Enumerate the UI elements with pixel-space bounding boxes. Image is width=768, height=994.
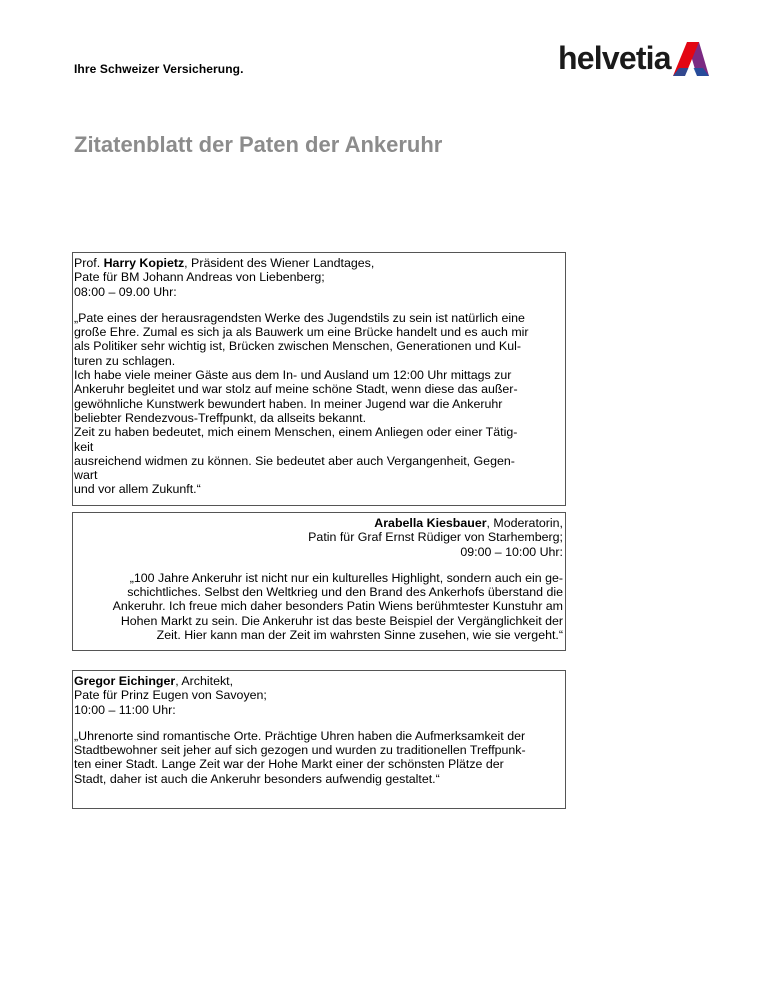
quote-box-kiesbauer <box>72 512 566 651</box>
patron-name: Arabella Kiesbauer <box>374 516 487 530</box>
time-line: 10:00 – 11:00 Uhr: <box>74 702 176 717</box>
quote-box-eichinger <box>72 670 566 809</box>
patron-line <box>74 516 563 530</box>
quote-line: Zeit. Hier kann man der Zeit im wahrsten Sinne zusehen, wie sie vergeht.“ <box>156 628 563 643</box>
quote-line: „Pate eines der herausragendsten Werke des Jugendstils zu sein ist natürlich eine <box>74 310 525 325</box>
quote-line: als Politiker sehr wichtig ist, Brücken zwischen Menschen, Generationen und Kul- <box>74 339 521 354</box>
quote-line: Hohen Markt zu sein. Die Ankeruhr ist das beste Beispiel der Vergänglichkeit der <box>120 613 563 628</box>
pate-line: Pate für Prinz Eugen von Savoyen; <box>74 688 267 703</box>
quote-line: Ich habe viele meiner Gäste aus dem In- und Ausland um 12:00 Uhr mittags zur <box>74 368 512 383</box>
quote-line: keit <box>74 439 94 454</box>
logo-triangle-icon <box>673 42 709 76</box>
quote-line: gewöhnliche Kunstwerk bewundert haben. In meiner Jugend war die Ankeruhr <box>74 396 503 411</box>
pate-line: Patin für Graf Ernst Rüdiger von Starhemberg; <box>308 530 563 545</box>
quote-line: Ankeruhr. Ich freue mich daher besonders Patin Wiens berühmtester Kunstuhr am <box>112 599 563 614</box>
quote-line: Stadt, daher ist auch die Ankeruhr besonders aufwendig gestaltet.“ <box>74 771 440 786</box>
quote-text <box>74 311 565 497</box>
quote-line: und vor allem Zukunft.“ <box>74 482 201 497</box>
quote-line: ten einer Stadt. Lange Zeit war der Hohe Markt einer der schönsten Plätze der <box>74 757 504 772</box>
quote-text <box>74 729 565 800</box>
logo-wordmark: helvetia <box>558 40 671 76</box>
tagline: Ihre Schweizer Versicherung. <box>74 62 244 76</box>
quote-line: schichtliches. Selbst den Weltkrieg und den Brand des Ankerhofs überstand die <box>127 585 563 600</box>
patron-role: , Architekt, <box>175 674 234 688</box>
patron-line <box>74 256 565 270</box>
pate-line: Pate für BM Johann Andreas von Liebenberg; <box>74 270 325 285</box>
quote-line: „Uhrenorte sind romantische Orte. Prächtige Uhren haben die Aufmerksamkeit der <box>74 728 526 743</box>
quote-line: beliebter Rendezvous-Treffpunkt, da allseits bekannt. <box>74 410 367 425</box>
patron-line <box>74 674 565 688</box>
quote-line: Ankeruhr begleitet und war stolz auf meine schöne Stadt, wenn diese das außer- <box>74 382 518 397</box>
patron-role: , Präsident des Wiener Landtages, <box>184 256 375 270</box>
time-line: 09:00 – 10:00 Uhr: <box>460 544 563 559</box>
quote-line: ausreichend widmen zu können. Sie bedeutet aber auch Vergangenheit, Gegen- <box>74 453 515 468</box>
document-title: Zitatenblatt der Paten der Ankeruhr <box>74 132 443 157</box>
quote-line: wart <box>74 468 98 483</box>
quote-line: Stadtbewohner seit jeher auf sich gezogen und wurden zu traditionellen Treffpunk- <box>74 743 526 758</box>
quote-text <box>74 571 563 642</box>
quote-line: „100 Jahre Ankeruhr ist nicht nur ein kulturelles Highlight, sondern auch ein ge- <box>129 570 563 585</box>
patron-name: Gregor Eichinger <box>74 674 176 688</box>
patron-role: , Moderatorin, <box>486 516 563 530</box>
quote-line: turen zu schlagen. <box>74 353 176 368</box>
name-prefix: Prof. <box>74 256 104 270</box>
patron-name: Harry Kopietz <box>103 256 185 270</box>
quote-line: Zeit zu haben bedeutet, mich einem Menschen, einem Anliegen oder einer Tätig- <box>74 425 518 440</box>
quote-line: große Ehre. Zumal es sich ja als Bauwerk um eine Brücke handelt und es auch mir <box>74 325 529 340</box>
time-line: 08:00 – 09.00 Uhr: <box>74 284 177 299</box>
helvetia-logo <box>558 40 709 76</box>
quote-box-kopietz <box>72 252 566 506</box>
